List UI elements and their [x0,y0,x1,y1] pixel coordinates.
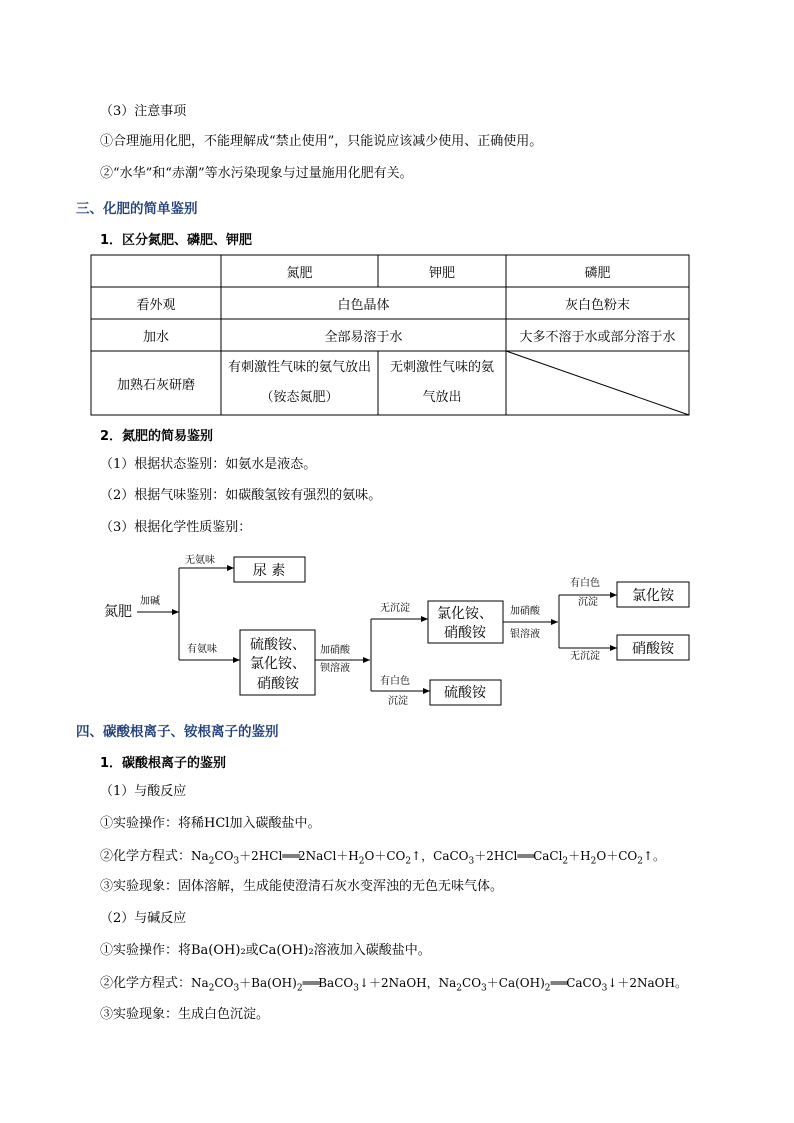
section-3-subheading-2: 2．氮肥的简易鉴别 [100,429,214,444]
section-4-heading: 四、碳酸根离子、铵根离子的鉴别 [76,724,279,740]
base-reaction-equation: ②化学方程式：$Na_2CO_3+Ba(OH)_2═══BaCO_3↓+2NaOH$，$Na_2CO_3+Ca(OH)_2═══CaCO_3↓+2NaOH$。 [100,976,687,994]
base-reaction-operation: ①实验操作：将Ba(OH)₂或Ca(OH)₂溶液加入碳酸盐中。 [100,943,431,958]
fc-label-no-ammonia: 无氨味 [185,555,215,566]
fc-label-add-bano3-1: 加硝酸 [320,645,350,656]
table-cell-water-p: 大多不溶于水或部分溶于水 [519,329,676,345]
method-chemical: （3）根据化学性质鉴别： [100,520,252,535]
fc-box-group1-line2: 氯化铵、 [250,656,306,672]
table-cell-water-nk: 全部易溶于水 [324,329,403,345]
fc-label-add-base: 加碱 [140,596,160,607]
fc-box-group1-line3: 硝酸铵 [257,676,299,692]
table-cell-appearance-p: 灰白色粉末 [564,297,630,313]
fc-label-no-ppt: 无沉淀 [380,603,410,614]
fc-box-ammonium-nitrate: 硝酸铵 [632,641,674,657]
fc-label-white-ppt2-1: 有白色 [570,578,600,589]
table-row-label-water: 加水 [142,329,169,345]
fc-box-group1-line1: 硫酸铵、 [250,637,306,653]
acid-reaction-operation: ①实验操作：将稀HCl加入碳酸盐中。 [100,816,321,831]
base-equation-label: ②化学方程式： [100,976,192,991]
section-3-heading: 三、化肥的简单鉴别 [76,201,198,217]
fc-box-group2-line2: 硝酸铵 [444,625,486,641]
table-header-nitrogen: 氮肥 [286,265,313,281]
acid-reaction-title: （1）与酸反应 [100,784,187,799]
section-4-subheading-1: 1．碳酸根离子的鉴别 [100,756,227,771]
fc-label-white-ppt-2: 沉淀 [388,696,408,707]
acid-equation-label: ②化学方程式： [100,849,192,864]
fc-label-white-ppt-1: 有白色 [380,676,410,687]
notes-title: （3）注意事项 [100,104,187,119]
fc-label-add-bano3-2: 钡溶液 [320,663,350,674]
table-cell-lime-n: 有刺激性气味的氨气放出（铵态氮肥） [227,360,371,405]
fc-label-has-ammonia: 有氨味 [187,644,217,655]
table-cell-lime-k: 无刺激性气味的氨气放出 [389,360,494,405]
base-reaction-phenomenon: ③实验现象：生成白色沉淀。 [100,1007,270,1022]
table-header-potassium: 钾肥 [428,265,455,281]
fc-label-no-ppt2: 无沉淀 [570,651,600,662]
table-cell-appearance-nk: 白色晶体 [337,297,390,313]
fc-box-ammonium-sulfate: 硫酸铵 [444,685,486,701]
method-odor: （2）根据气味鉴别：如碳酸氢铵有强烈的氨味。 [100,488,382,503]
acid-reaction-equation: ②化学方程式：$Na_2CO_3+2HCl═══2NaCl+H_2O+CO_2↑$，$CaCO_3+2HCl═══CaCl_2+H_2O+CO_2↑$。 [100,849,666,867]
method-state: （1）根据状态鉴别：如氨水是液态。 [100,457,317,472]
table-header-phosphorus: 磷肥 [584,265,611,281]
notes-item-2: ②“水华”和“赤潮”等水污染现象与过量施用化肥有关。 [100,166,413,181]
fc-start-nitrogen: 氮肥 [104,604,132,620]
notes-item-1: ①合理施用化肥，不能理解成“禁止使用”，只能说应该减少使用、正确使用。 [100,134,543,149]
fc-box-urea: 尿 素 [252,563,286,579]
section-3-subheading-1: 1．区分氮肥、磷肥、钾肥 [100,233,253,248]
fc-box-group2-line1: 氯化铵、 [437,606,493,622]
fc-label-white-ppt2-2: 沉淀 [578,597,598,608]
fc-label-add-agno3-1: 加硝酸 [510,606,540,617]
acid-reaction-phenomenon: ③实验现象：固体溶解，生成能使澄清石灰水变浑浊的无色无味气体。 [100,879,504,894]
fc-box-ammonium-chloride: 氯化铵 [632,588,674,604]
table-row-label-appearance: 看外观 [136,297,176,313]
base-reaction-title: （2）与碱反应 [100,911,187,926]
fc-label-add-agno3-2: 银溶液 [510,629,540,640]
table-row-label-lime: 加熟石灰研磨 [116,377,195,393]
